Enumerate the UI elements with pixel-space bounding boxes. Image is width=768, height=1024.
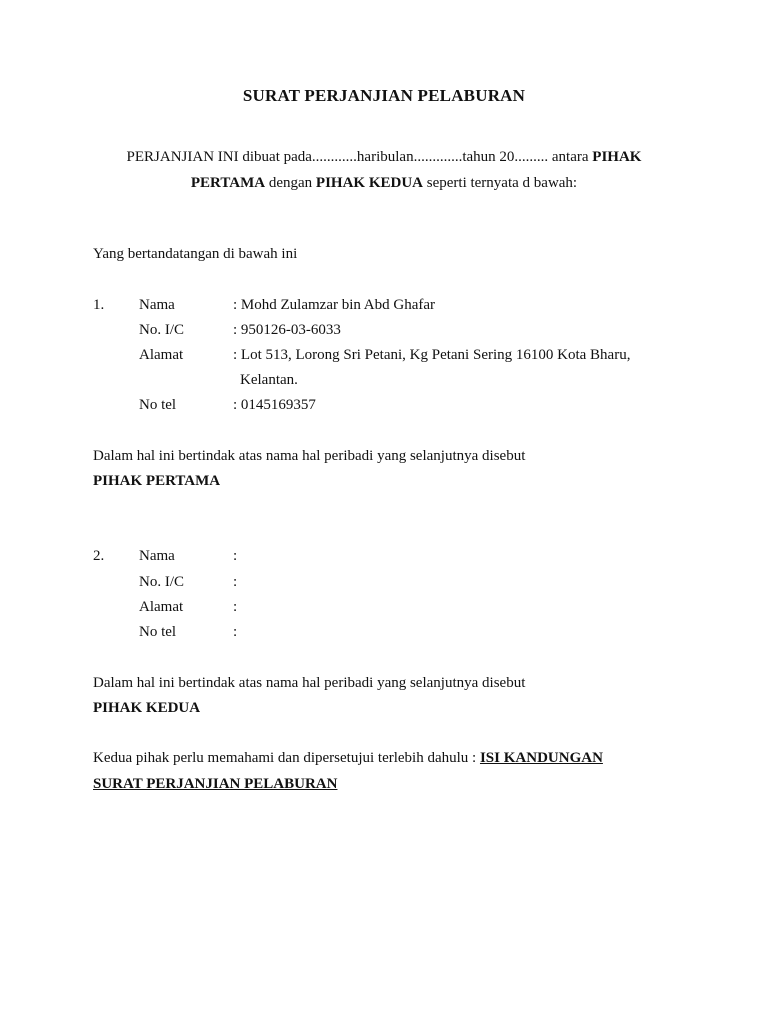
party1-row-tel <box>93 397 713 421</box>
undersigned-line: Yang bertandatangan di bawah ini <box>93 246 298 262</box>
party2-label-tel: No tel <box>139 624 177 640</box>
party2-label-alamat: Alamat <box>139 599 184 615</box>
party1-row-alamat <box>93 347 713 371</box>
closing-contents-link: ISI KANDUNGAN <box>479 750 603 766</box>
party1-value-ic: : 950126-03-6033 <box>233 322 341 338</box>
party1-label-alamat: Alamat <box>139 347 184 363</box>
party2-value-nama: : <box>233 548 238 564</box>
party1-row-ic <box>93 322 713 346</box>
party2-label-nama: Nama <box>139 548 175 564</box>
intro-paragraph <box>100 144 668 196</box>
document-title: SURAT PERJANJIAN PELABURAN <box>242 86 526 105</box>
party1-label-ic: No. I/C <box>139 322 184 338</box>
party2-row-alamat <box>93 599 713 623</box>
intro-text-1: PERJANJIAN INI dibuat pada............haribulan.............tahun 20......... antara <box>126 149 593 165</box>
intro-text-3: seperti ternyata d bawah: <box>423 175 578 191</box>
party1-value-tel: : 0145169357 <box>233 397 316 413</box>
party2-number: 2. <box>93 548 105 564</box>
party2-value-tel: : <box>233 624 238 640</box>
party1-label-nama: Nama <box>139 297 175 313</box>
party2-label-ic: No. I/C <box>139 574 184 590</box>
closing-text: Kedua pihak perlu memahami dan dipersetujui terlebih dahulu : <box>93 750 480 766</box>
intro-text-2: dengan <box>265 175 316 191</box>
party1-address-continuation: Kelantan. <box>240 372 298 388</box>
party2-row-nama <box>93 548 713 572</box>
party1-value-alamat: : Lot 513, Lorong Sri Petani, Kg Petani Sering 16100 Kota Bharu, <box>233 347 631 363</box>
party1-label-tel: No tel <box>139 397 177 413</box>
closing-contents-link-line2: SURAT PERJANJIAN PELABURAN <box>93 776 338 792</box>
party2-value-ic: : <box>233 574 238 590</box>
party1-designation: PIHAK PERTAMA <box>93 473 221 489</box>
party1-number: 1. <box>93 297 105 313</box>
party2-designation: PIHAK KEDUA <box>93 700 201 716</box>
party2-row-tel <box>93 624 713 648</box>
closing-line <box>93 750 603 767</box>
party1-row-nama <box>93 297 713 321</box>
intro-bold-pihak-pertama: PIHAK PERTAMA <box>190 149 642 191</box>
party2-value-alamat: : <box>233 599 238 615</box>
party2-row-ic <box>93 574 713 598</box>
party1-acting-text: Dalam hal ini bertindak atas nama hal peribadi yang selanjutnya disebut <box>93 448 526 464</box>
party1-value-nama: : Mohd Zulamzar bin Abd Ghafar <box>233 297 436 313</box>
intro-bold-pihak-kedua: PIHAK KEDUA <box>315 175 423 191</box>
party2-acting-text: Dalam hal ini bertindak atas nama hal peribadi yang selanjutnya disebut <box>93 675 526 691</box>
